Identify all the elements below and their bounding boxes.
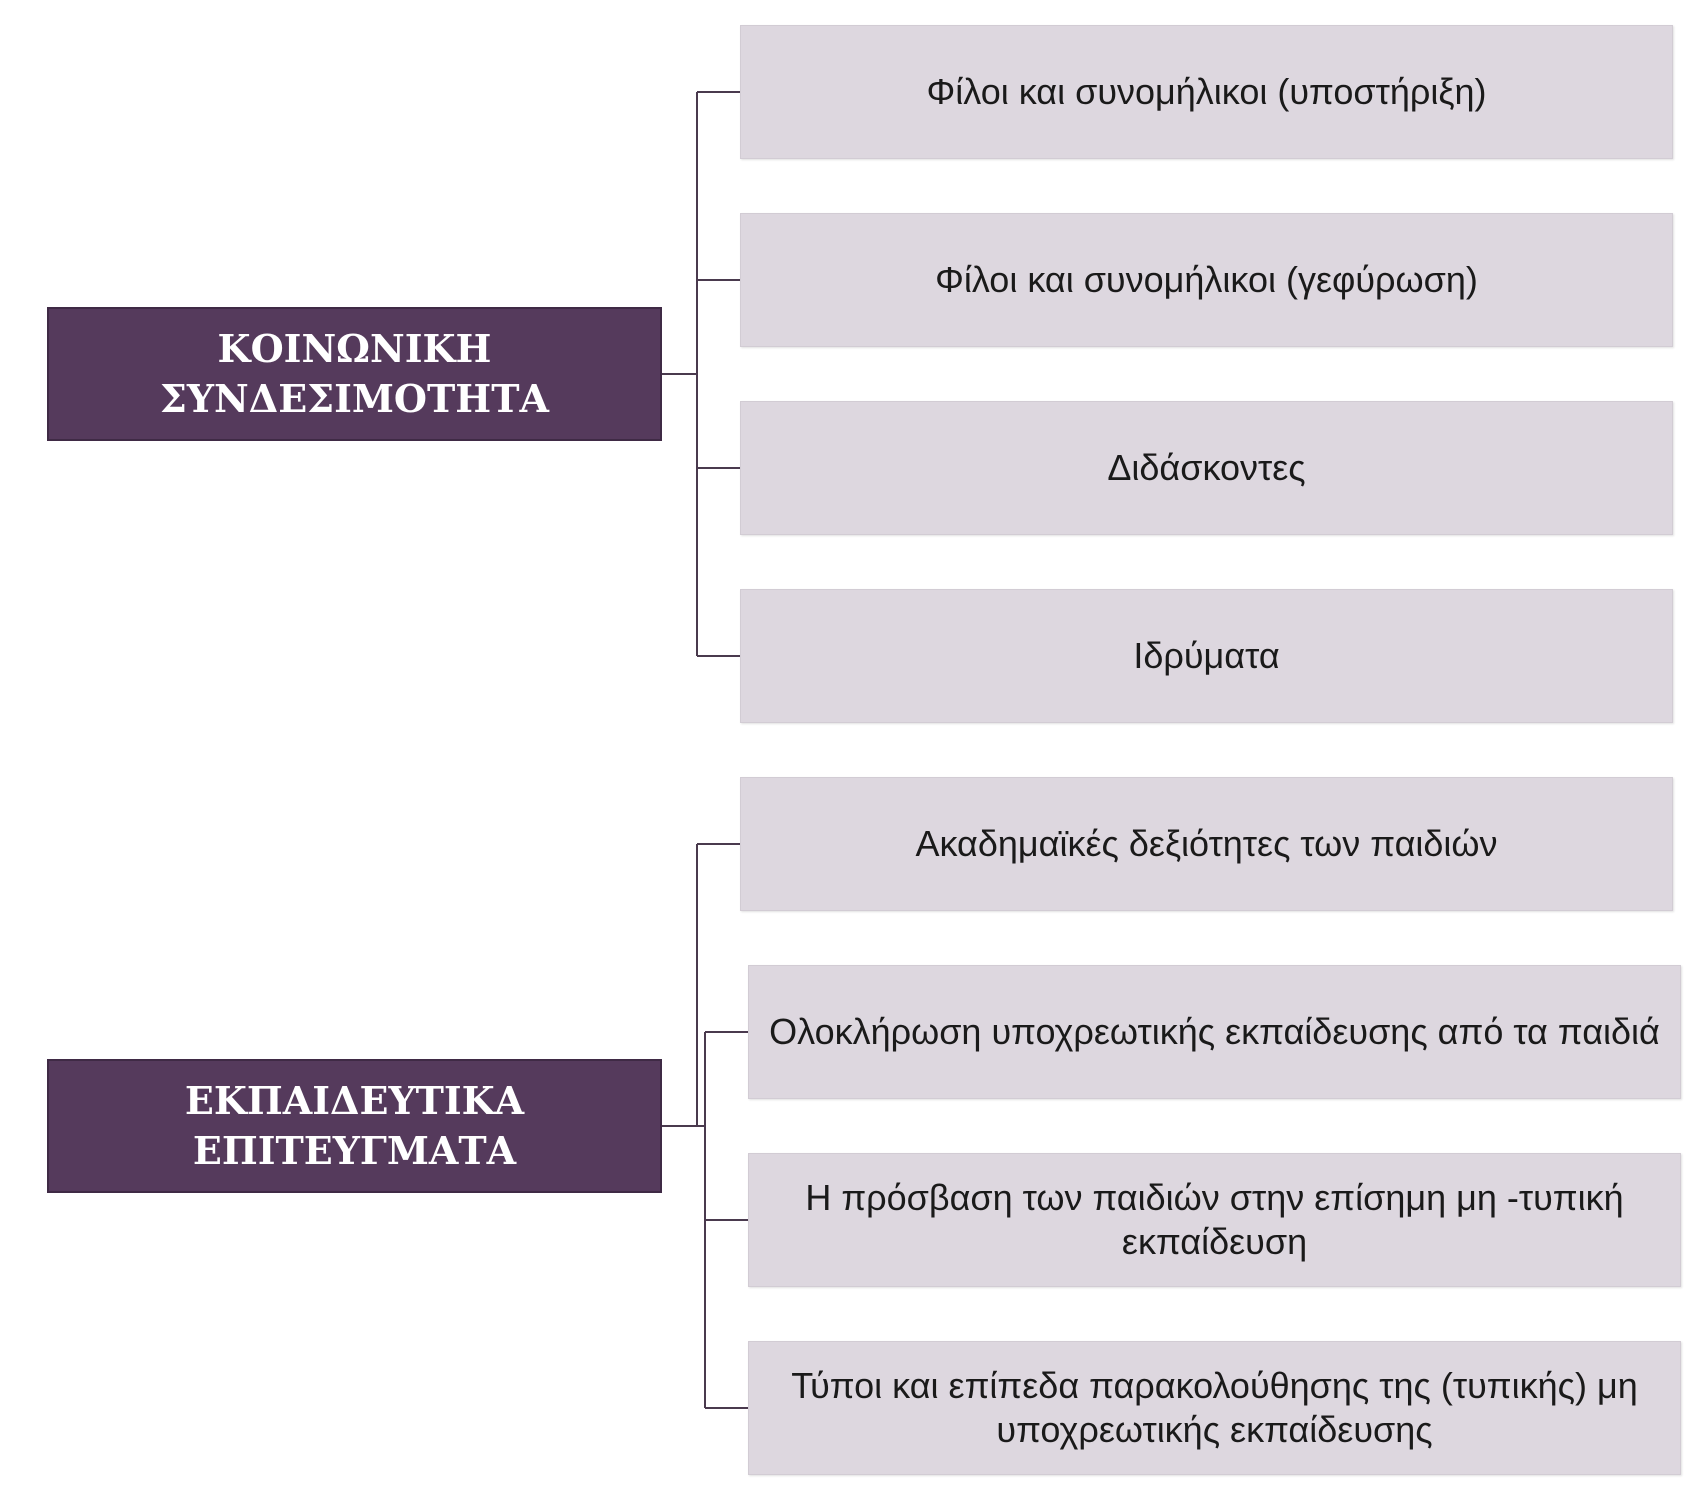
connector-group-2-spine <box>662 844 705 1408</box>
connector-group-1-spine <box>662 92 697 656</box>
group-2-title-line-1: ΕΚΠΑΙΔΕΥΤΙΚΑ <box>184 1078 525 1123</box>
group-1-item-1: Φίλοι και συνομήλικοι (υποστήριξη) <box>740 25 1673 159</box>
group-2-title-line-2: ΕΠΙΤΕΥΓΜΑΤΑ <box>192 1128 517 1173</box>
group-1-item-3: Διδάσκοντες <box>740 401 1673 535</box>
group-2-item-3: Η πρόσβαση των παιδιών στην επίσημη μη -τυπική εκπαίδευση <box>748 1153 1681 1287</box>
group-header-educational-achievements <box>47 1059 662 1193</box>
group-1-item-4: Ιδρύματα <box>740 589 1673 723</box>
group-header-social-connectivity <box>47 307 662 441</box>
group-2-item-1: Ακαδημαϊκές δεξιότητες των παιδιών <box>740 777 1673 911</box>
group-1-item-2: Φίλοι και συνομήλικοι (γεφύρωση) <box>740 213 1673 347</box>
group-1-title-line-1: ΚΟΙΝΩΝΙΚΗ <box>217 326 492 371</box>
group-2-item-4: Τύποι και επίπεδα παρακολούθησης της (τυπικής) μη υποχρεωτικής εκπαίδευσης <box>748 1341 1681 1475</box>
group-2-item-2: Ολοκλήρωση υποχρεωτικής εκπαίδευσης από τα παιδιά <box>748 965 1681 1099</box>
group-1-title-line-2: ΣΥΝΔΕΣΙΜΟΤΗΤΑ <box>160 376 549 421</box>
